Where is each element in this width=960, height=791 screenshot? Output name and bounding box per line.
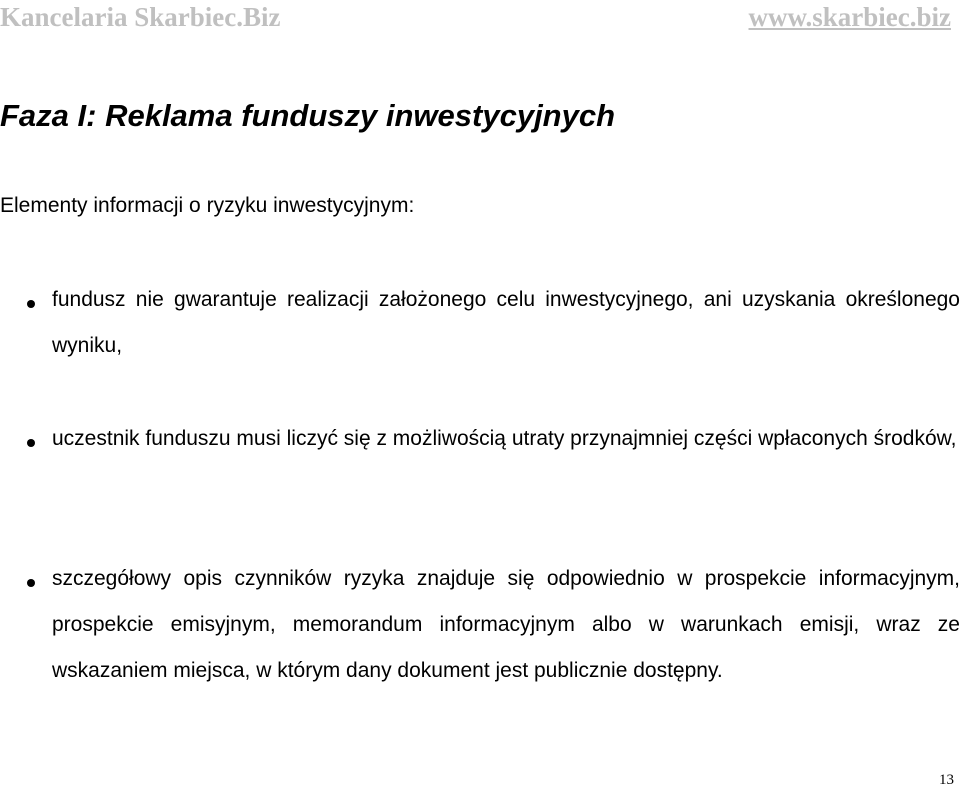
list-item-text: fundusz nie gwarantuje realizacji założonego celu inwestycyjnego, ani uzyskania określonego wyniku, xyxy=(52,288,960,357)
bullet-icon xyxy=(27,579,35,587)
header-site-url[interactable]: www.skarbiec.biz xyxy=(748,2,951,32)
list-item-text: uczestnik funduszu musi liczyć się z możliwością utraty przynajmniej części wpłaconych środków, xyxy=(52,427,957,450)
bullet-icon xyxy=(27,439,35,447)
list-item-text: szczegółowy opis czynników ryzyka znajduje się odpowiednio w prospekcie informacyjnym, prospekcie emisyjnym, memorandum informacyjnym albo w warunkach emisji, wraz ze wskazaniem miejsca, w którym dany dokument jest publicznie dostępny. xyxy=(52,567,960,682)
page-title: Faza I: Reklama funduszy inwestycyjnych xyxy=(0,98,616,133)
section-subtitle: Elementy informacji o ryzyku inwestycyjnym: xyxy=(0,194,415,217)
bullet-icon xyxy=(27,300,35,308)
header-site-name: Kancelaria Skarbiec.Biz xyxy=(0,2,281,32)
page-number: 13 xyxy=(939,772,954,788)
